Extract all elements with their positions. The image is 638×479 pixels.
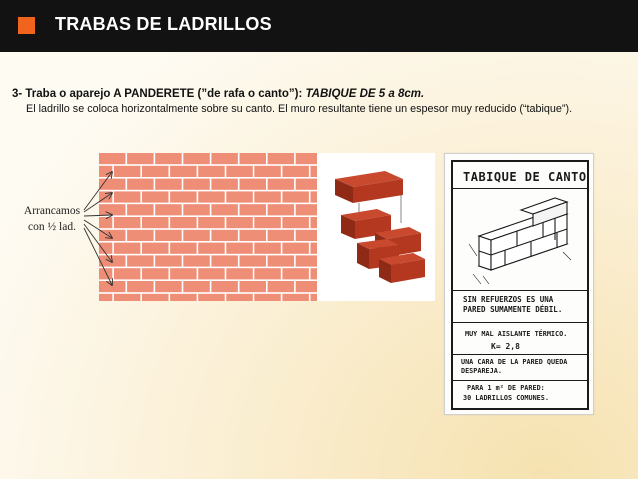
sketch-note-6: DESPAREJA. xyxy=(461,367,502,375)
section-heading-emphasis: TABIQUE DE 5 a 8cm. xyxy=(305,88,425,100)
arrow-3 xyxy=(84,215,112,216)
sketch-note-3: MUY MAL AISLANTE TÉRMICO. xyxy=(465,330,568,338)
sketch-note-1: SIN REFUERZOS ES UNA xyxy=(463,295,554,304)
arrow-2 xyxy=(84,193,112,212)
sketch-card xyxy=(444,153,594,415)
side-label-line2: con ½ lad. xyxy=(28,221,76,233)
sketch-title: TABIQUE DE CANTO xyxy=(463,170,587,184)
arrow-1 xyxy=(84,172,112,210)
sketch-card-frame xyxy=(451,160,589,410)
section-heading-text: 3- Traba o aparejo A PANDERETE (”de rafa o canto”): xyxy=(12,88,306,100)
page-title: TRABAS DE LADRILLOS xyxy=(55,14,272,34)
sketch-note-8: 30 LADRILLOS COMUNES. xyxy=(463,394,549,402)
sketch-note-4: K= 2,8 xyxy=(491,342,520,351)
section-description: El ladrillo se coloca horizontalmente sobre su canto. El muro resultante tiene un espesor muy reducido (“tabique”). xyxy=(26,103,573,115)
sketch-note-5: UNA CARA DE LA PARED QUEDA xyxy=(461,358,568,366)
sketch-note-7: PARA 1 m² DE PARED: xyxy=(467,384,545,392)
side-label-line1: Arrancamos xyxy=(23,205,81,217)
sketch-note-2: PARED SUMAMENTE DÉBIL. xyxy=(463,305,563,314)
sketch-wall-drawing xyxy=(459,196,581,288)
